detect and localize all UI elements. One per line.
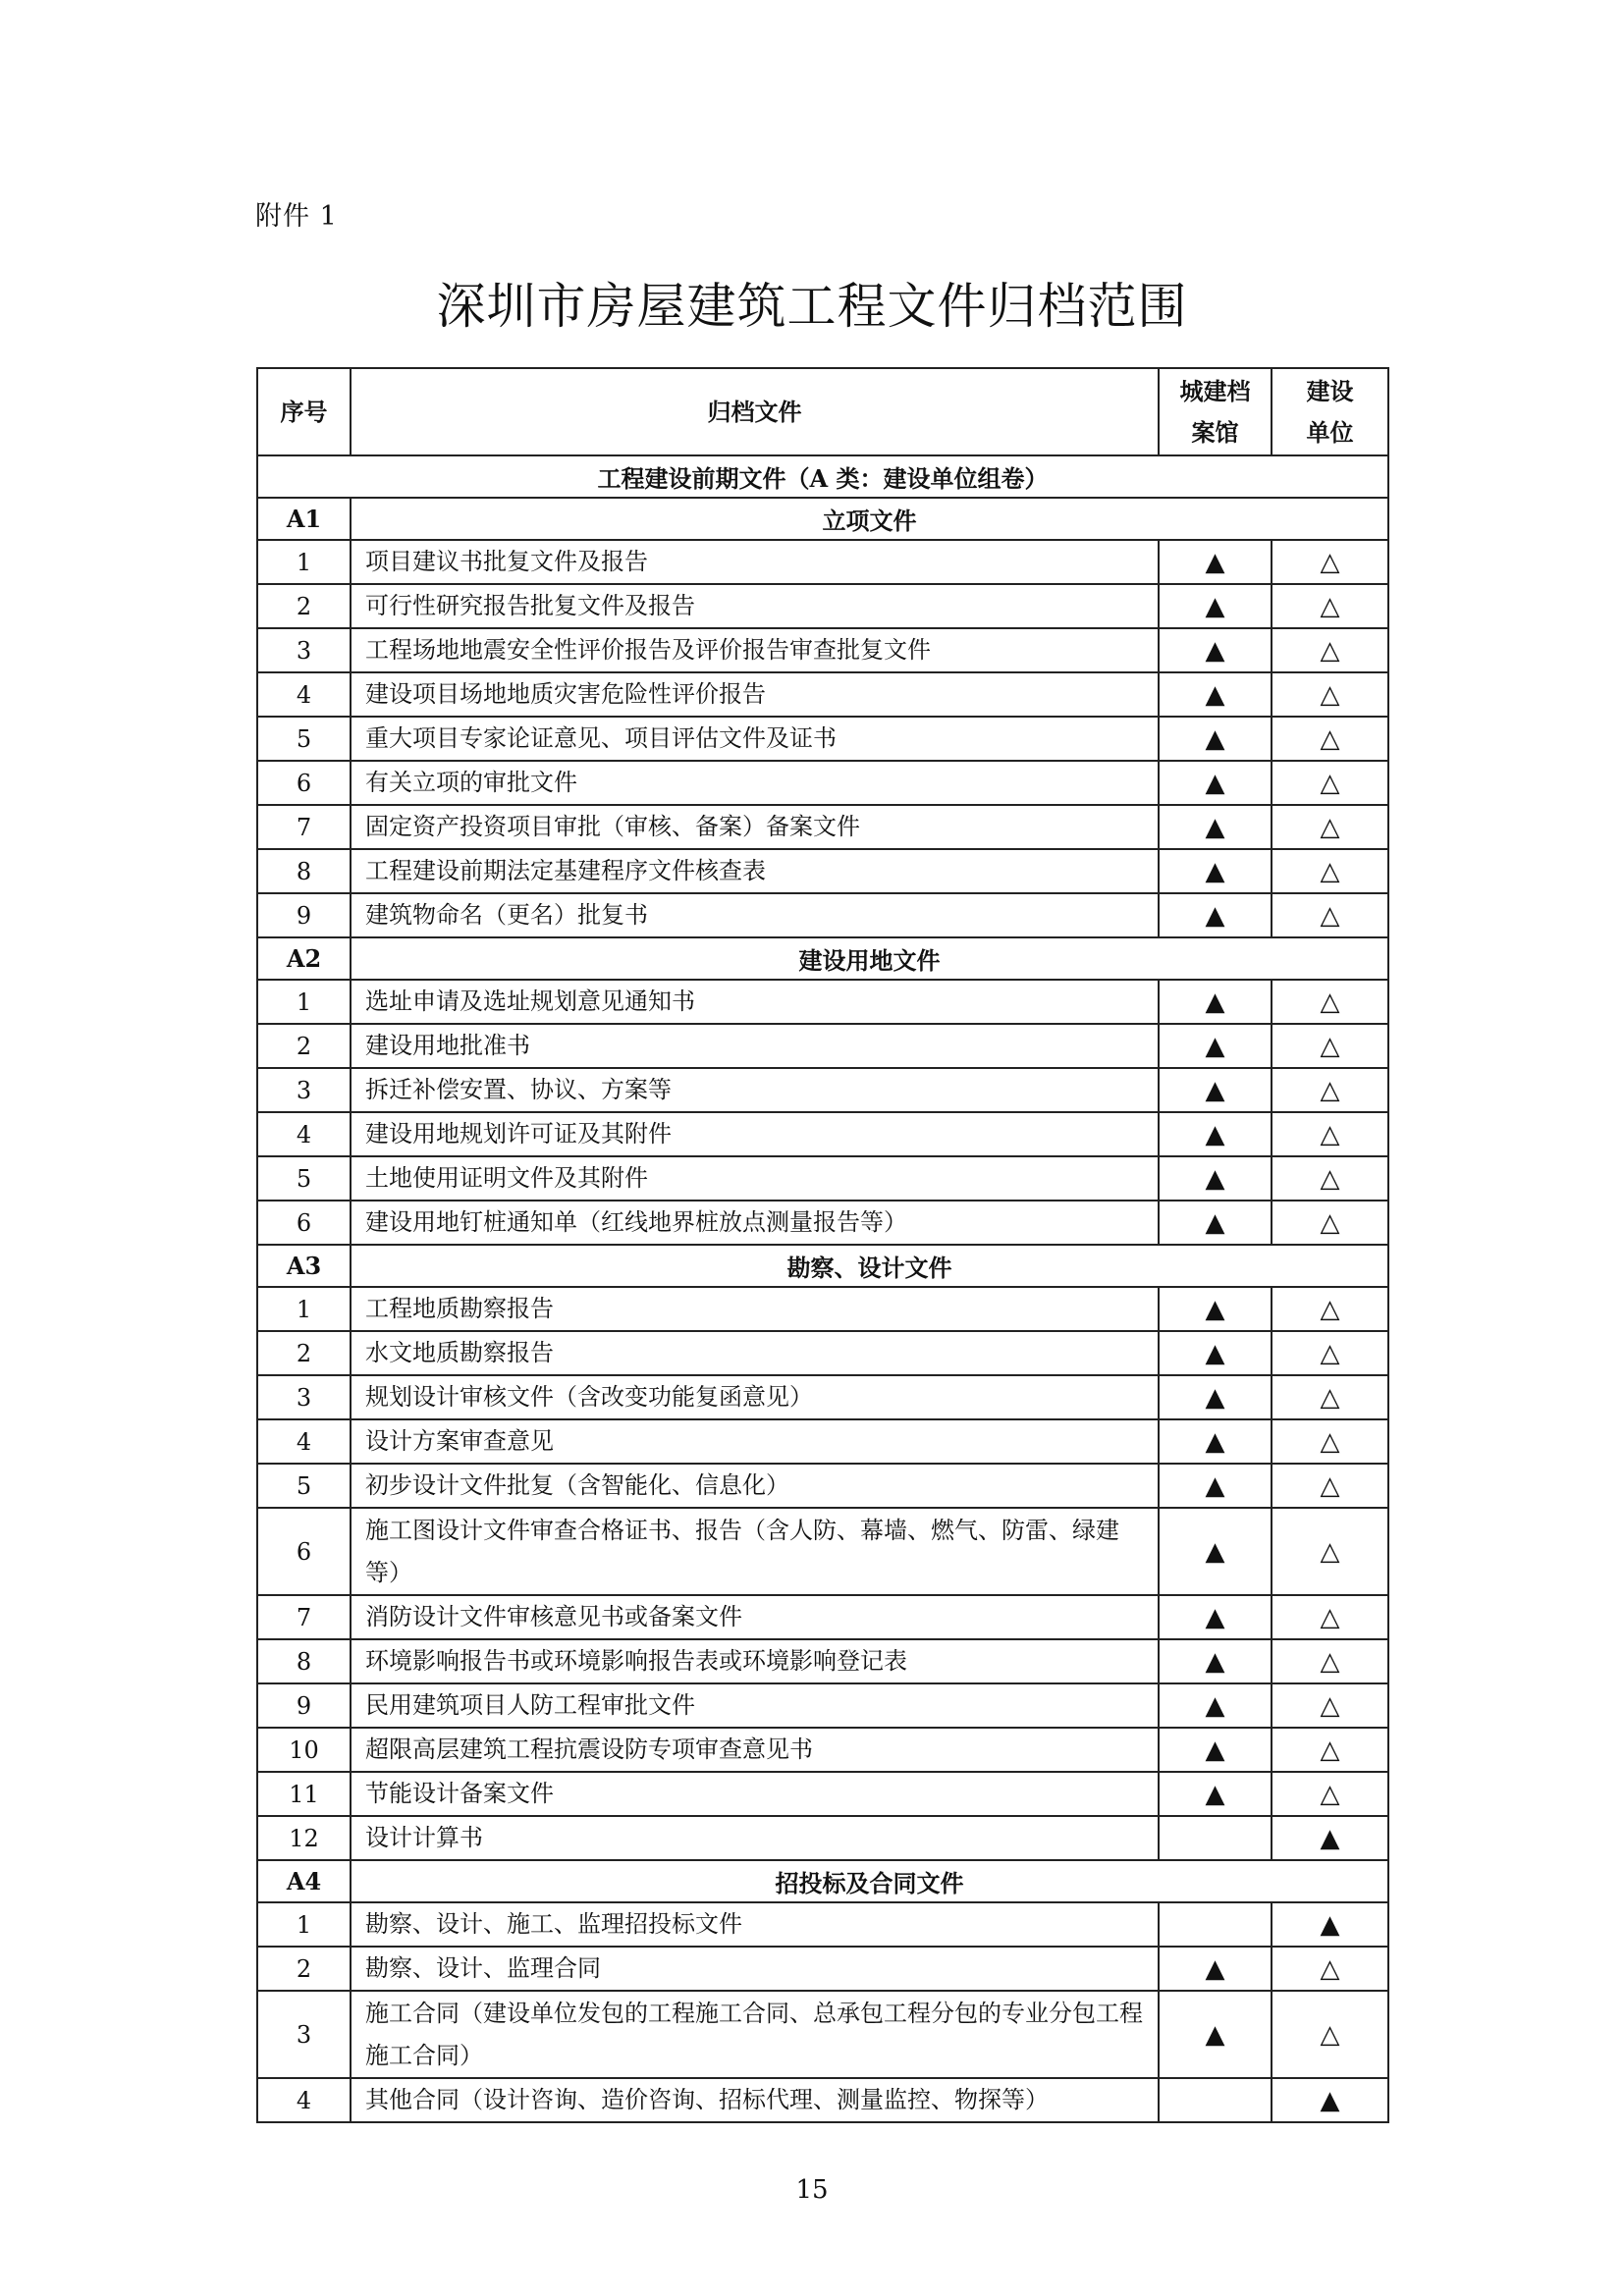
construction-unit-mark: ▲ — [1272, 1902, 1388, 1947]
table-row — [257, 893, 1388, 937]
city-archive-mark: ▲ — [1159, 672, 1272, 717]
city-archive-mark: ▲ — [1159, 584, 1272, 628]
city-archive-mark: ▲ — [1159, 1639, 1272, 1683]
table-row — [257, 1112, 1388, 1156]
item-name: 节能设计备案文件 — [351, 1772, 1159, 1816]
construction-unit-mark: △ — [1272, 1419, 1388, 1464]
city-archive-mark: ▲ — [1159, 1068, 1272, 1112]
header-no: 序号 — [257, 368, 351, 455]
table-row — [257, 1156, 1388, 1201]
construction-unit-mark: △ — [1272, 1772, 1388, 1816]
item-number: 2 — [257, 1331, 351, 1375]
item-number: 2 — [257, 584, 351, 628]
group-code: A2 — [257, 937, 351, 980]
city-archive-mark: ▲ — [1159, 980, 1272, 1024]
header-city-archive — [1159, 368, 1272, 455]
construction-unit-mark: △ — [1272, 1201, 1388, 1245]
item-name: 土地使用证明文件及其附件 — [351, 1156, 1159, 1201]
group-row — [257, 1860, 1388, 1902]
item-number: 6 — [257, 1508, 351, 1595]
item-name: 建设项目场地地质灾害危险性评价报告 — [351, 672, 1159, 717]
table-row — [257, 980, 1388, 1024]
header-city-line1: 城建档 — [1179, 376, 1251, 405]
city-archive-mark: ▲ — [1159, 1201, 1272, 1245]
section-title: 工程建设前期文件（A 类：建设单位组卷） — [257, 455, 1388, 498]
city-archive-mark — [1159, 1816, 1272, 1860]
group-row — [257, 1245, 1388, 1287]
table-row — [257, 584, 1388, 628]
construction-unit-mark: △ — [1272, 893, 1388, 937]
item-number: 2 — [257, 1024, 351, 1068]
construction-unit-mark: △ — [1272, 1068, 1388, 1112]
table-row — [257, 1024, 1388, 1068]
group-name: 招投标及合同文件 — [351, 1860, 1388, 1902]
table-row — [257, 761, 1388, 805]
table-row — [257, 1419, 1388, 1464]
construction-unit-mark: △ — [1272, 1464, 1388, 1508]
item-name: 有关立项的审批文件 — [351, 761, 1159, 805]
group-name: 立项文件 — [351, 498, 1388, 540]
item-name: 建设用地规划许可证及其附件 — [351, 1112, 1159, 1156]
item-name: 选址申请及选址规划意见通知书 — [351, 980, 1159, 1024]
city-archive-mark: ▲ — [1159, 761, 1272, 805]
item-number: 3 — [257, 628, 351, 672]
table-row — [257, 1639, 1388, 1683]
construction-unit-mark: △ — [1272, 672, 1388, 717]
city-archive-mark: ▲ — [1159, 628, 1272, 672]
city-archive-mark: ▲ — [1159, 540, 1272, 584]
item-name: 民用建筑项目人防工程审批文件 — [351, 1683, 1159, 1728]
city-archive-mark: ▲ — [1159, 805, 1272, 849]
item-number: 9 — [257, 1683, 351, 1728]
city-archive-mark: ▲ — [1159, 1683, 1272, 1728]
item-number: 3 — [257, 1068, 351, 1112]
item-number: 3 — [257, 1991, 351, 2078]
item-name: 环境影响报告书或环境影响报告表或环境影响登记表 — [351, 1639, 1159, 1683]
item-number: 4 — [257, 672, 351, 717]
group-name: 建设用地文件 — [351, 937, 1388, 980]
item-number: 4 — [257, 1112, 351, 1156]
table-row — [257, 1331, 1388, 1375]
construction-unit-mark: △ — [1272, 761, 1388, 805]
item-number: 1 — [257, 1902, 351, 1947]
page-title: 深圳市房屋建筑工程文件归档范围 — [436, 278, 1188, 335]
item-number: 10 — [257, 1728, 351, 1772]
group-name: 勘察、设计文件 — [351, 1245, 1388, 1287]
city-archive-mark: ▲ — [1159, 1508, 1272, 1595]
construction-unit-mark: △ — [1272, 628, 1388, 672]
group-row — [257, 937, 1388, 980]
item-name: 其他合同（设计咨询、造价咨询、招标代理、测量监控、物探等） — [351, 2078, 1159, 2122]
group-row — [257, 498, 1388, 540]
city-archive-mark — [1159, 2078, 1272, 2122]
item-name: 设计计算书 — [351, 1816, 1159, 1860]
item-number: 7 — [257, 1595, 351, 1639]
city-archive-mark: ▲ — [1159, 1287, 1272, 1331]
table-row — [257, 1947, 1388, 1991]
item-name: 建筑物命名（更名）批复书 — [351, 893, 1159, 937]
item-number: 8 — [257, 1639, 351, 1683]
item-name: 勘察、设计、施工、监理招投标文件 — [351, 1902, 1159, 1947]
construction-unit-mark: △ — [1272, 1595, 1388, 1639]
construction-unit-mark: △ — [1272, 1728, 1388, 1772]
item-name: 勘察、设计、监理合同 — [351, 1947, 1159, 1991]
group-code: A4 — [257, 1860, 351, 1902]
item-number: 4 — [257, 2078, 351, 2122]
city-archive-mark: ▲ — [1159, 1112, 1272, 1156]
item-number: 8 — [257, 849, 351, 893]
section-row — [257, 455, 1388, 498]
item-name: 超限高层建筑工程抗震设防专项审查意见书 — [351, 1728, 1159, 1772]
construction-unit-mark: △ — [1272, 1639, 1388, 1683]
table-row — [257, 2078, 1388, 2122]
item-number: 4 — [257, 1419, 351, 1464]
item-name: 设计方案审查意见 — [351, 1419, 1159, 1464]
construction-unit-mark: △ — [1272, 1991, 1388, 2078]
item-number: 7 — [257, 805, 351, 849]
item-number: 3 — [257, 1375, 351, 1419]
construction-unit-mark: △ — [1272, 1287, 1388, 1331]
item-name: 施工合同（建设单位发包的工程施工合同、总承包工程分包的专业分包工程施工合同） — [351, 1991, 1159, 2078]
table-row — [257, 1508, 1388, 1595]
item-name: 规划设计审核文件（含改变功能复函意见） — [351, 1375, 1159, 1419]
table-row — [257, 1816, 1388, 1860]
construction-unit-mark: △ — [1272, 980, 1388, 1024]
city-archive-mark: ▲ — [1159, 1419, 1272, 1464]
item-name: 固定资产投资项目审批（审核、备案）备案文件 — [351, 805, 1159, 849]
table-row — [257, 1375, 1388, 1419]
item-name: 施工图设计文件审查合格证书、报告（含人防、幕墙、燃气、防雷、绿建等） — [351, 1508, 1159, 1595]
page-number: 15 — [795, 2175, 829, 2205]
construction-unit-mark: △ — [1272, 584, 1388, 628]
city-archive-mark: ▲ — [1159, 717, 1272, 761]
table-row — [257, 1991, 1388, 2078]
item-name: 水文地质勘察报告 — [351, 1331, 1159, 1375]
archive-scope-table — [256, 367, 1389, 2123]
city-archive-mark: ▲ — [1159, 1595, 1272, 1639]
table-row — [257, 1683, 1388, 1728]
item-name: 项目建议书批复文件及报告 — [351, 540, 1159, 584]
construction-unit-mark: △ — [1272, 1508, 1388, 1595]
construction-unit-mark: ▲ — [1272, 1816, 1388, 1860]
item-number: 5 — [257, 1156, 351, 1201]
item-number: 1 — [257, 980, 351, 1024]
construction-unit-mark: △ — [1272, 1331, 1388, 1375]
table-row — [257, 540, 1388, 584]
construction-unit-mark: △ — [1272, 1156, 1388, 1201]
city-archive-mark: ▲ — [1159, 1375, 1272, 1419]
city-archive-mark: ▲ — [1159, 1728, 1272, 1772]
item-name: 初步设计文件批复（含智能化、信息化） — [351, 1464, 1159, 1508]
construction-unit-mark: △ — [1272, 1024, 1388, 1068]
item-name: 可行性研究报告批复文件及报告 — [351, 584, 1159, 628]
construction-unit-mark: △ — [1272, 1947, 1388, 1991]
construction-unit-mark: △ — [1272, 1683, 1388, 1728]
table-row — [257, 1287, 1388, 1331]
construction-unit-mark: △ — [1272, 540, 1388, 584]
city-archive-mark — [1159, 1902, 1272, 1947]
item-number: 1 — [257, 1287, 351, 1331]
city-archive-mark: ▲ — [1159, 849, 1272, 893]
header-construction-unit — [1272, 368, 1388, 455]
construction-unit-mark: △ — [1272, 1112, 1388, 1156]
item-number: 11 — [257, 1772, 351, 1816]
item-number: 2 — [257, 1947, 351, 1991]
table-row — [257, 628, 1388, 672]
table-row — [257, 717, 1388, 761]
city-archive-mark: ▲ — [1159, 1947, 1272, 1991]
construction-unit-mark: ▲ — [1272, 2078, 1388, 2122]
annex-label: 附件 1 — [255, 201, 338, 232]
city-archive-mark: ▲ — [1159, 1331, 1272, 1375]
item-number: 9 — [257, 893, 351, 937]
header-unit-line2: 单位 — [1306, 417, 1354, 447]
header-city-line2: 案馆 — [1191, 417, 1239, 447]
item-name: 重大项目专家论证意见、项目评估文件及证书 — [351, 717, 1159, 761]
group-code: A1 — [257, 498, 351, 540]
city-archive-mark: ▲ — [1159, 1024, 1272, 1068]
table-body — [257, 368, 1388, 2122]
construction-unit-mark: △ — [1272, 849, 1388, 893]
table-row — [257, 1068, 1388, 1112]
table-row — [257, 849, 1388, 893]
header-file: 归档文件 — [351, 368, 1159, 455]
city-archive-mark: ▲ — [1159, 893, 1272, 937]
city-archive-mark: ▲ — [1159, 1991, 1272, 2078]
city-archive-mark: ▲ — [1159, 1464, 1272, 1508]
table-row — [257, 672, 1388, 717]
construction-unit-mark: △ — [1272, 1375, 1388, 1419]
item-number: 6 — [257, 1201, 351, 1245]
item-number: 1 — [257, 540, 351, 584]
item-name: 消防设计文件审核意见书或备案文件 — [351, 1595, 1159, 1639]
item-number: 12 — [257, 1816, 351, 1860]
construction-unit-mark: △ — [1272, 805, 1388, 849]
item-name: 工程地质勘察报告 — [351, 1287, 1159, 1331]
city-archive-mark: ▲ — [1159, 1156, 1272, 1201]
header-row — [257, 368, 1388, 455]
item-name: 建设用地批准书 — [351, 1024, 1159, 1068]
construction-unit-mark: △ — [1272, 717, 1388, 761]
item-number: 6 — [257, 761, 351, 805]
item-name: 拆迁补偿安置、协议、方案等 — [351, 1068, 1159, 1112]
table-row — [257, 1201, 1388, 1245]
table-row — [257, 1902, 1388, 1947]
item-name: 建设用地钉桩通知单（红线地界桩放点测量报告等） — [351, 1201, 1159, 1245]
header-unit-line1: 建设 — [1306, 376, 1354, 405]
group-code: A3 — [257, 1245, 351, 1287]
table-row — [257, 1595, 1388, 1639]
item-number: 5 — [257, 1464, 351, 1508]
table-row — [257, 1728, 1388, 1772]
table-row — [257, 1464, 1388, 1508]
city-archive-mark: ▲ — [1159, 1772, 1272, 1816]
item-number: 5 — [257, 717, 351, 761]
table-row — [257, 1772, 1388, 1816]
item-name: 工程建设前期法定基建程序文件核查表 — [351, 849, 1159, 893]
item-name: 工程场地地震安全性评价报告及评价报告审查批复文件 — [351, 628, 1159, 672]
table-row — [257, 805, 1388, 849]
